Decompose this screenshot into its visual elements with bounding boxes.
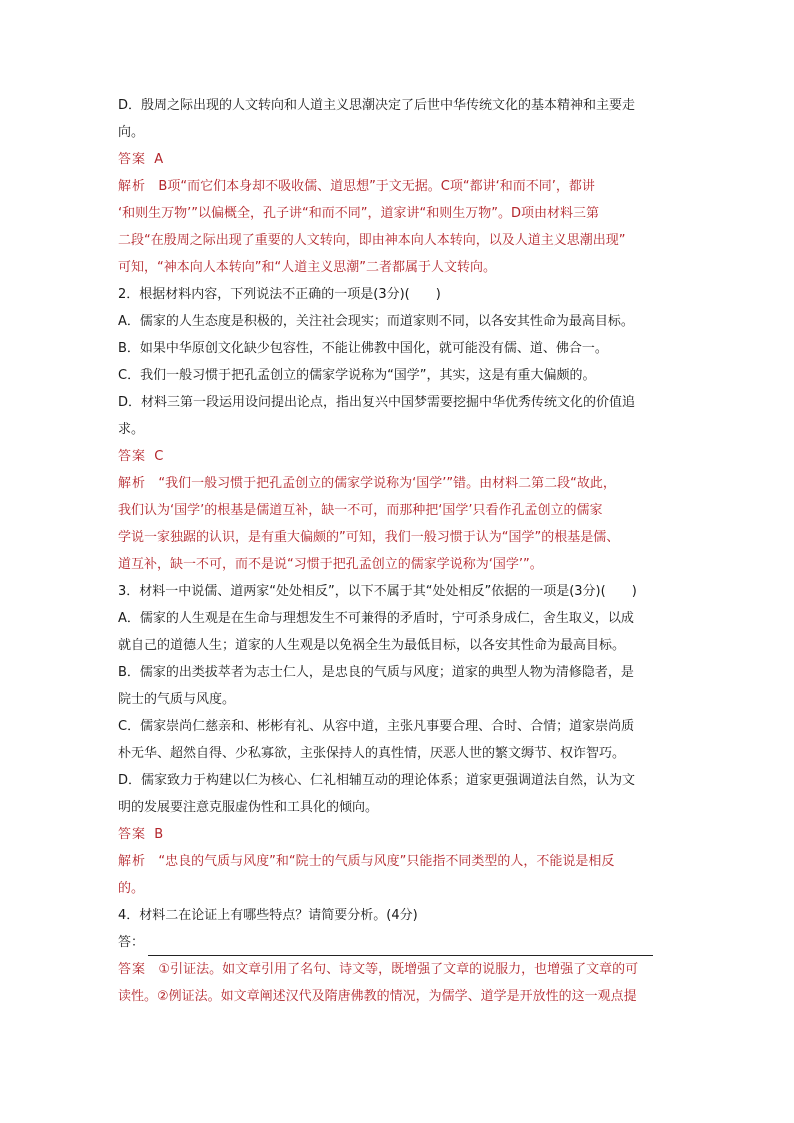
q1-answer: [118, 146, 684, 173]
q4-answer-line2: 读性。②例证法。如文章阐述汉代及隋唐佛教的情况，为儒学、道学是开放性的这一观点提: [118, 989, 637, 1004]
answer-text: ①引证法。如文章引用了名句、诗文等，既增强了文章的说服力，也增强了文章的可: [158, 962, 639, 977]
q3-option-b-line1: B．儒家的出类拔萃者为志士仁人，是忠良的气质与风度；道家的典型人物为清修隐者，是: [118, 665, 634, 680]
q2-option-c: C．我们一般习惯于把孔孟创立的儒家学说称为“国学”，其实，这是有重大偏颇的。: [118, 368, 596, 383]
q2-answer: [118, 443, 684, 470]
q3-answer: [118, 821, 684, 848]
document-body: [118, 92, 684, 1010]
analysis-text: “忠良的气质与风度”和“院士的气质与风度”只能指不同类型的人，不能说是相反: [158, 854, 615, 869]
q3-option-b-line2: 院士的气质与风度。: [118, 692, 236, 707]
answer-label: 答案: [118, 152, 147, 167]
answer-value: B: [154, 827, 164, 842]
q1-analysis-line1: [118, 173, 684, 200]
q3-option-c-line2: 朴无华、超然自得、少私寡欲，主张保持人的真性情，厌恶人世的繁文缛节、权诈智巧。: [118, 746, 626, 761]
q1-option-d-line1: D．殷周之际出现的人文转向和人道主义思潮决定了后世中华传统文化的基本精神和主要走: [118, 98, 636, 113]
analysis-label: 解析: [118, 179, 147, 194]
answer-prompt: 答：: [118, 935, 145, 950]
q2-analysis-line4: 道互补，缺一不可，而不是说“习惯于把孔孟创立的儒家学说称为‘国学’”。: [118, 557, 543, 572]
answer-blank-line[interactable]: [148, 938, 653, 956]
q1-analysis-line3: 二段“在殷周之际出现了重要的人文转向，即由神本向人本转向，以及人道主义思潮出现”: [118, 233, 626, 248]
q2-analysis-line1: [118, 470, 684, 497]
q2-option-a: A．儒家的人生态度是积极的，关注社会现实；而道家则不同，以各安其性命为最高目标。: [118, 314, 634, 329]
q2-option-d-line2: 求。: [118, 422, 145, 437]
analysis-text: “我们一般习惯于把孔孟创立的儒家学说称为‘国学’”错。由材料二第二段“故此，: [158, 476, 616, 491]
q3-option-a-line2: 就自己的道德人生；道家的人生观是以免祸全生为最低目标，以各安其性命为最高目标。: [118, 638, 626, 653]
answer-value: A: [154, 152, 164, 167]
q2-option-b: B．如果中华原创文化缺少包容性，不能让佛教中国化，就可能没有儒、道、佛合一。: [118, 341, 608, 356]
q2-option-d-line1: D．材料三第一段运用设问提出论点，指出复兴中国梦需要挖掘中华优秀传统文化的价值追: [118, 395, 636, 410]
q3-analysis-line1: [118, 848, 684, 875]
q3-stem: 3．材料一中说儒、道两家“处处相反”，以下不属于其“处处相反”依据的一项是(3分)( ): [118, 584, 637, 599]
answer-label: 答案: [118, 962, 147, 977]
analysis-label: 解析: [118, 476, 147, 491]
answer-label: 答案: [118, 827, 147, 842]
answer-label: 答案: [118, 449, 147, 464]
q1-option-d-line2: 向。: [118, 125, 145, 140]
q3-option-d-line2: 明的发展要注意克服虚伪性和工具化的倾向。: [118, 800, 379, 815]
analysis-text: B项“而它们本身却不吸收儒、道思想”于文无据。C项“都讲‘和而不同’，都讲: [158, 179, 595, 194]
q2-stem: 2．根据材料内容，下列说法不正确的一项是(3分)( ): [118, 287, 441, 302]
q4-answer-blank-row: [118, 929, 684, 956]
q4-stem: 4．材料二在论证上有哪些特点？请简要分析。(4分): [118, 908, 418, 923]
q2-analysis-line2: 我们认为‘国学’的根基是儒道互补，缺一不可，而那种把‘国学’只看作孔孟创立的儒家: [118, 503, 603, 518]
q3-option-a-line1: A．儒家的人生观是在生命与理想发生不可兼得的矛盾时，宁可杀身成仁，舍生取义，以成: [118, 611, 634, 626]
analysis-label: 解析: [118, 854, 147, 869]
q1-analysis-line2: ‘和则生万物’”以偏概全，孔子讲“和而不同”，道家讲“和则生万物”。D项由材料三第: [118, 206, 599, 221]
answer-value: C: [154, 449, 164, 464]
q3-analysis-line2: 的。: [118, 881, 145, 896]
q3-option-d-line1: D．儒家致力于构建以仁为核心、仁礼相辅互动的理论体系；道家更强调道法自然，认为文: [118, 773, 636, 788]
q2-analysis-line3: 学说一家独踞的认识，是有重大偏颇的”可知，我们一般习惯于认为“国学”的根基是儒、: [118, 530, 620, 545]
q3-option-c-line1: C．儒家崇尚仁慈亲和、彬彬有礼、从容中道，主张凡事要合理、合时、合情；道家崇尚质: [118, 719, 635, 734]
q1-analysis-line4: 可知，“神本向人本转向”和“人道主义思潮”二者都属于人文转向。: [118, 260, 496, 275]
q4-answer-line1: [118, 956, 684, 983]
